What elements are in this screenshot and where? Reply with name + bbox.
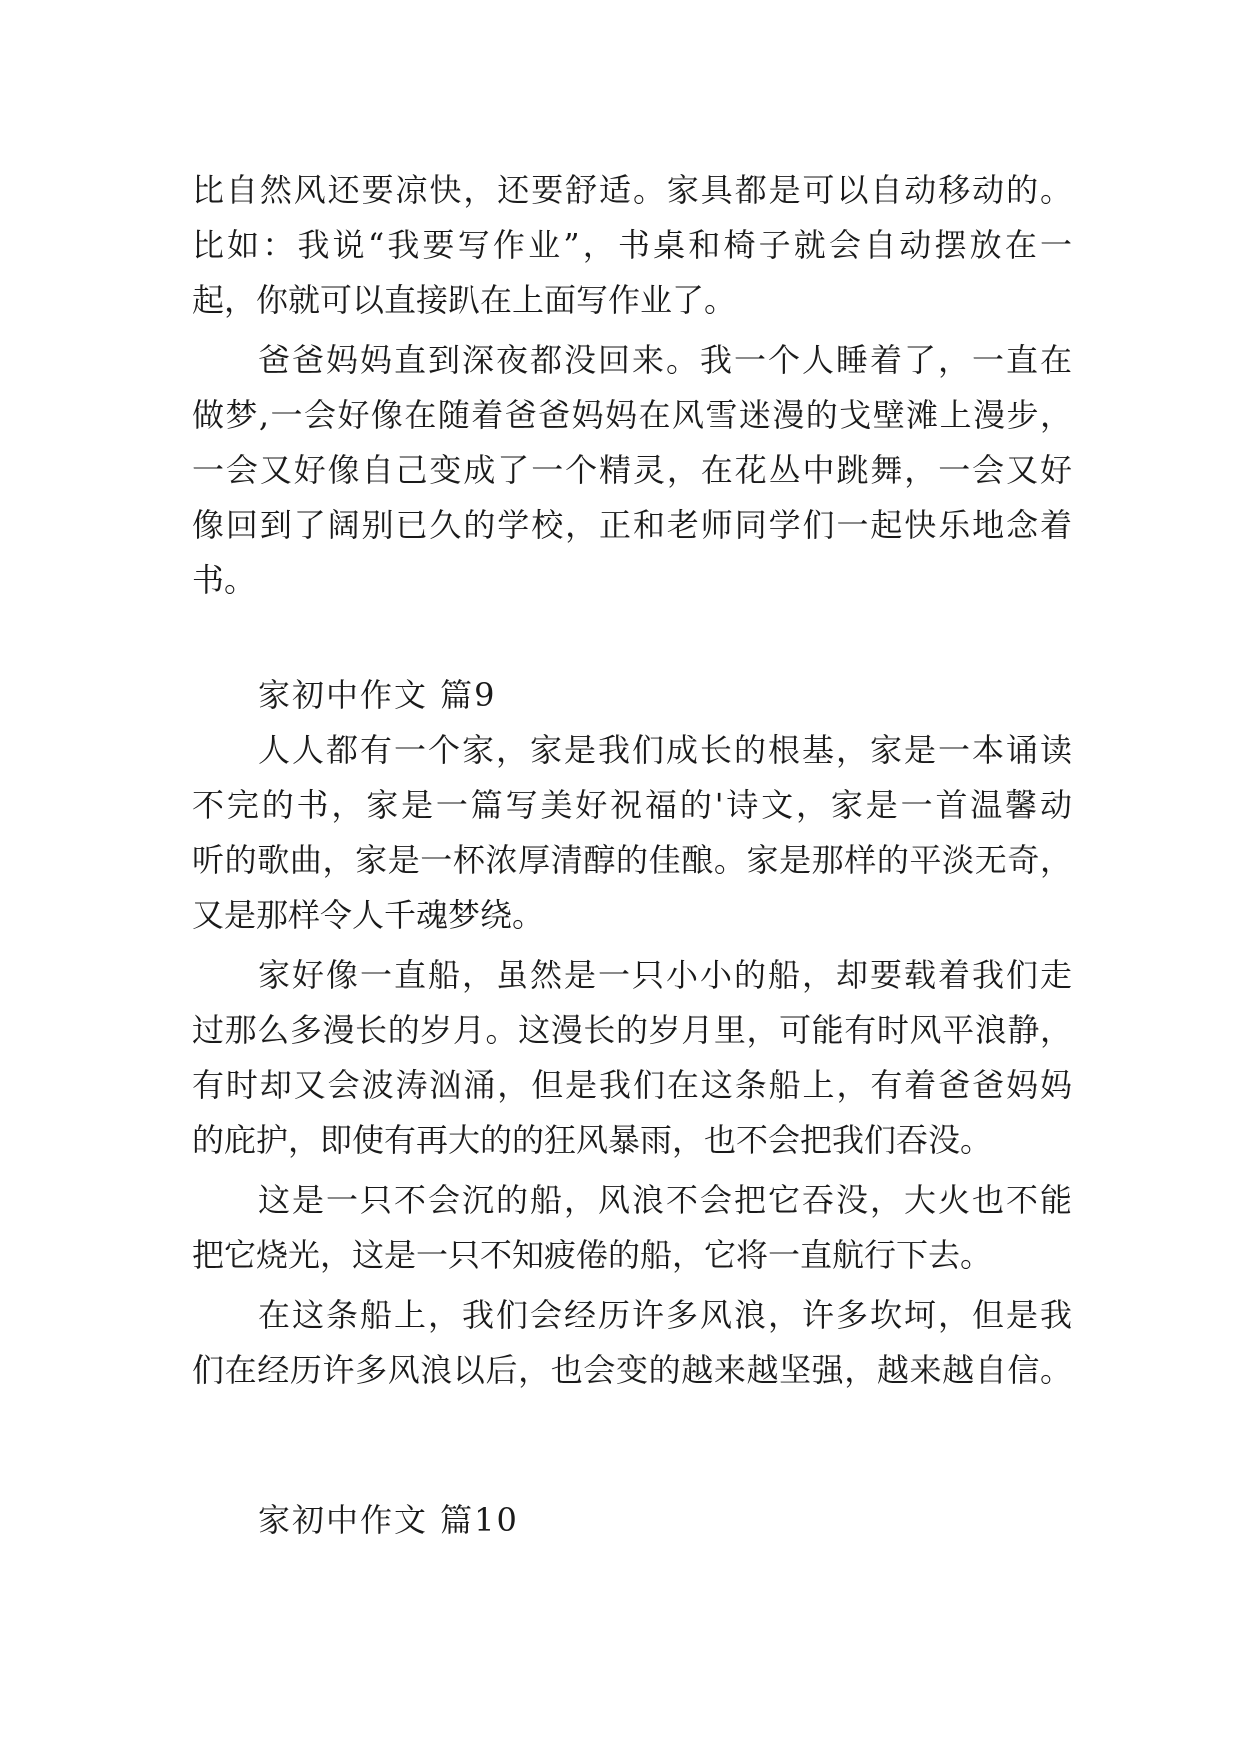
paragraph-line: 这是一只不会沉的船，风浪不会把它吞没，大火也不能: [258, 1181, 1072, 1219]
paragraph-line: 一会又好像自己变成了一个精灵，在花丛中跳舞，一会又好: [192, 451, 1072, 489]
paragraph-line: 比如：我说“我要写作业”，书桌和椅子就会自动摆放在一: [192, 226, 1072, 264]
paragraph-line: 做梦,一会好像在随着爸爸妈妈在风雪迷漫的戈壁滩上漫步，: [192, 396, 1072, 434]
paragraph-line: 有时却又会波涛汹涌，但是我们在这条船上，有着爸爸妈妈: [192, 1066, 1072, 1104]
paragraph-line: 爸爸妈妈直到深夜都没回来。我一个人睡着了，一直在: [258, 341, 1072, 379]
paragraph-line: 听的歌曲，家是一杯浓厚清醇的佳酿。家是那样的平淡无奇，: [192, 841, 1072, 879]
paragraph-line: 人人都有一个家，家是我们成长的根基，家是一本诵读: [258, 731, 1072, 769]
paragraph-line: 书。: [192, 561, 257, 599]
paragraph-line: 们在经历许多风浪以后，也会变的越来越坚强，越来越自信。: [192, 1351, 1072, 1389]
paragraph-line: 家好像一直船，虽然是一只小小的船，却要载着我们走: [258, 956, 1072, 994]
paragraph-line: 把它烧光，这是一只不知疲倦的船，它将一直航行下去。: [192, 1236, 993, 1274]
paragraph-line: 又是那样令人千魂梦绕。: [192, 896, 545, 934]
paragraph-line: 像回到了阔别已久的学校，正和老师同学们一起快乐地念着: [192, 506, 1072, 544]
section-heading: 家初中作文 篇10: [258, 1501, 519, 1539]
paragraph-line: 的庇护，即使有再大的的狂风暴雨，也不会把我们吞没。: [192, 1121, 993, 1159]
paragraph-line: 起，你就可以直接趴在上面写作业了。: [192, 281, 737, 319]
paragraph-line: 过那么多漫长的岁月。这漫长的岁月里，可能有时风平浪静，: [192, 1011, 1072, 1049]
paragraph-line: 不完的书，家是一篇写美好祝福的'诗文，家是一首温馨动: [192, 786, 1072, 824]
paragraph-line: 在这条船上，我们会经历许多风浪，许多坎坷，但是我: [258, 1296, 1072, 1334]
section-heading: 家初中作文 篇9: [258, 676, 497, 714]
paragraph-line: 比自然风还要凉快，还要舒适。家具都是可以自动移动的。: [192, 171, 1072, 209]
